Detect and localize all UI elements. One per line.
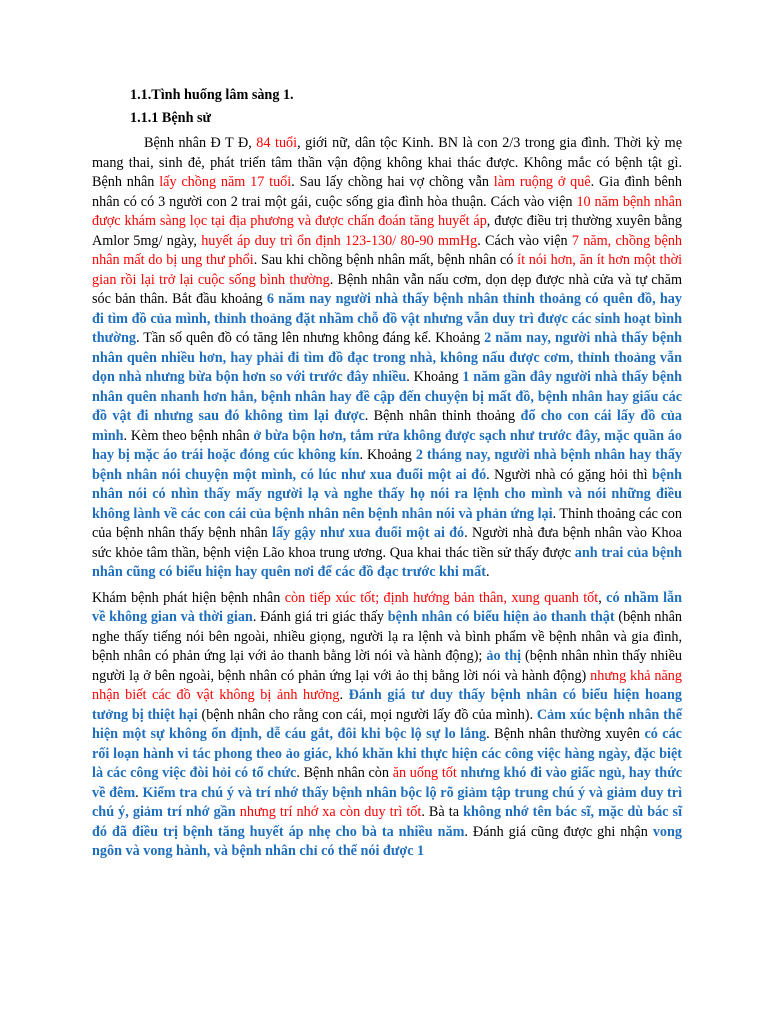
highlight-blue: Cảm xúc bệnh nhân thể hiện một sự không ổn định, dễ cáu gắt, đôi khi bộc lộ sự lo lắng [92,706,682,742]
highlight-red: còn tiếp xúc tốt; định hướng bản thân, xung quanh tốt [284,589,599,606]
highlight-blue: bệnh nhân nói có nhìn thấy mấy người lạ và nghe thấy họ nói ra lệnh cho mình và nói những điều không lành về các con cái của bệnh nhân nên bệnh nhân nói và phản ứng lại [92,466,682,522]
text-run: (bệnh nhân cho rằng con cái, mọi người lấy đồ của mình). [197,706,537,723]
highlight-blue: không nhớ tên bác sĩ, mặc dù bác sĩ đó đã điều trị bệnh tăng huyết áp nhẹ cho bà ta nhiều năm [92,804,683,840]
text-run: (bệnh nhân nhìn thấy nhiều người lạ ở bên ngoài, bệnh nhân có phản ứng lại với ảo thị bằng lời nói và hành động) [92,648,682,684]
highlight-red: ăn uống tốt [392,765,457,781]
text-run: . Tần số quên đồ có tăng lên nhưng không đáng kể. Khoảng [135,330,485,346]
highlight-blue: 1 năm gần đây người nhà thấy bệnh nhân quên nhanh hơn hẳn, bệnh nhân hay đề cập đến chuyện bị mất đồ, bệnh nhân hay giấu các đồ vật đi nhưng sau đó không tìm lại được [92,369,682,424]
highlight-blue: 6 năm nay người nhà thấy bệnh nhân thỉnh thoảng có quên đồ, hay đi tìm đồ của mình, thỉnh thoảng đặt nhầm chỗ đồ vật nhưng vẫn duy trì được các sinh hoạt bình thường [92,291,682,346]
highlight-blue: đổ cho con cái lấy đồ của mình [92,408,683,444]
text-run: (bệnh nhân nghe thấy tiếng nói bên ngoài, nhiều giọng, người lạ ra lệnh và bình phẩm về bệnh nhân và gia đình, bệnh nhân có phản ứng lại với ảo thanh bằng lời nói và hành động); [92,609,683,664]
highlight-blue: lấy gậy như xua đuổi một ai đó [272,525,465,541]
text-run: . Thỉnh thoảng các con của bệnh nhân thấy bệnh nhân [92,505,682,541]
highlight-blue: có nhầm lẫn về không gian và thời gian [92,589,683,625]
text-run: . Khoảng [359,447,416,463]
text-run: Khám bệnh phát hiện bệnh nhân [92,589,285,606]
text-run: . Bệnh nhân thỉnh thoảng [364,408,521,424]
highlight-red: 7 năm, chồng bệnh nhân mất do bị ung thư phổi [92,232,683,268]
text-run: , [598,589,607,606]
text-run: . Gia đình bênh nhân có có 3 người con 2 trai một gái, cuộc sống gia đình hòa thuận. Cách vào viện [92,174,682,210]
text-run: . [339,687,349,703]
highlight-red: 10 năm bệnh nhân được khám sàng lọc tại địa phương và được chẩn đoán tăng huyết áp [92,193,682,229]
text-run: . Sau lấy chồng hai vợ chồng vẫn [291,174,494,190]
highlight-blue: bệnh nhân có biểu hiện ảo thanh thật [387,609,615,625]
highlight-blue: vong ngôn và vong hành, và bệnh nhân chỉ có thể nói được 1 [92,823,682,859]
paragraph-2 [92,589,682,862]
text-run: , được điều trị thường xuyên bằng Amlor 5mg/ ngày, [92,213,682,249]
highlight-red: nhưng trí nhớ xa còn duy trì tốt [239,804,422,820]
highlight-red: lấy chồng năm 17 tuổi [159,174,292,190]
paragraph-1 [92,134,682,583]
highlight-blue: anh trai của bệnh nhân cũng có biểu hiện hay quên nơi để các đồ đạc trước khi mất [92,544,682,580]
highlight-red: 84 tuổi [256,135,298,151]
text-run: Bệnh nhân Đ T Đ, [144,135,257,151]
highlight-red: ít nói hơn, ăn ít hơn một thời gian rồi lại trở lại cuộc sống bình thường [92,252,683,288]
text-run: . Người nhà đưa bệnh nhân vào Khoa sức khỏe tâm thần, bệnh viện Lão khoa trung ương. Qua khai thác tiền sử thấy được [92,525,682,561]
text-run: . Bệnh nhân còn [296,765,393,781]
highlight-blue: ảo thị [486,648,522,664]
highlight-blue: 2 tháng nay, người nhà bệnh nhân hay thấy bệnh nhân nói chuyện một mình, có lúc như xua đuổi một ai đó [92,447,683,483]
text-run: . Bà ta [421,804,464,820]
text-run: . Người nhà có gặng hỏi thì [486,466,653,483]
text-run: . Khoảng [406,369,463,385]
text-run: . Cách vào viện [477,232,572,249]
text-run: . Bệnh nhân vẫn nấu cơm, dọn dẹp được nhà cửa và tự chăm sóc bản thân. Bắt đầu khoảng [92,271,682,307]
highlight-blue: 2 năm nay, người nhà thấy bệnh nhân quên nhiều hơn, hay phải đi tìm đồ đạc trong nhà, không nấu được cơm, thỉnh thoảng vẫn dọn nhà nhưng bừa bộn hơn so với trước đây nhiều [92,330,682,385]
text-run: . Bệnh nhân thường xuyên [486,726,645,742]
document-body [92,134,682,862]
text-run: . Sau khi chồng bệnh nhân mất, bệnh nhân có [253,252,518,268]
highlight-blue: Đánh giá tư duy thấy bệnh nhân có biểu hiện hoang tưởng bị thiệt hại [92,687,683,723]
highlight-blue: ở bừa bộn hơn, tắm rửa không được sạch như trước đây, mặc quần áo hay bị mặc áo trái hoặc đóng cúc không kín [92,427,682,463]
highlight-red: làm ruộng ở quê [493,174,591,190]
highlight-red: nhưng khả năng nhận biết các đồ vật không bị ảnh hưởng [92,667,682,703]
subsection-heading: 1.1.1 Bệnh sử [130,109,212,126]
text-run: . Đánh giá cũng được ghi nhận [464,823,653,840]
section-heading: 1.1.Tình huống lâm sàng 1. [130,87,294,103]
highlight-red: huyết áp duy trì ổn định 123-130/ 80-90 mmHg [201,232,478,249]
text-run: . [135,784,143,801]
text-run: . Đánh giá tri giác thấy [252,609,388,625]
highlight-blue: Kiểm tra chú ý và trí nhớ thấy bệnh nhân bộc lộ rõ giảm tập trung chú ý và giảm duy trì chú ý, giảm trí nhớ gần [92,784,683,820]
highlight-blue: nhưng khó đi vào giấc ngủ, hay thức về đêm [92,765,683,801]
text-run: . Kèm theo bệnh nhân [123,427,254,444]
text-run: , giới nữ, dân tộc Kinh. BN là con 2/3 trong gia đình. Thời kỳ mẹ mang thai, sinh đẻ, phát triển tâm thần vận động không khai thác được. Không mắc có bệnh tật gì. Bệnh nhân [92,135,682,190]
highlight-blue: có các rối loạn hành vi tác phong theo ảo giác, khó khăn khi thực hiện các công việc hàng ngày, đặc biệt là các công việc đòi hỏi có tổ chức [92,726,682,781]
text-run: . [485,564,490,580]
